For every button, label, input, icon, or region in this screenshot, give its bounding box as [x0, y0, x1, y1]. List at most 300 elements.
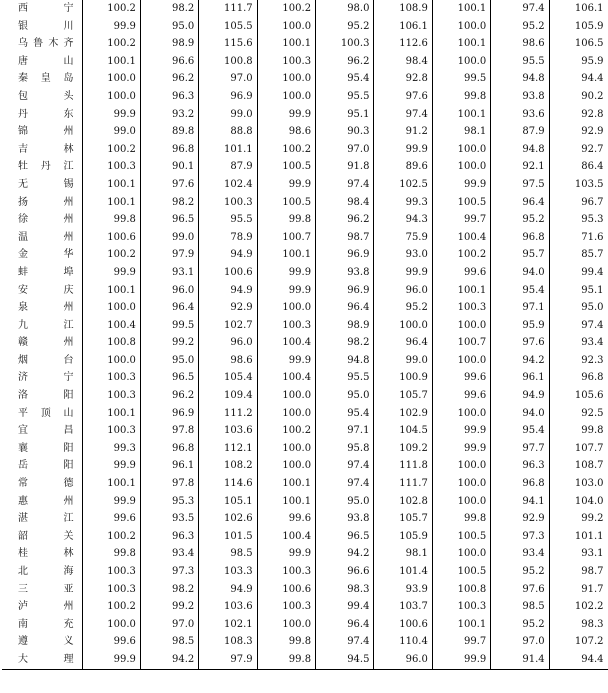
index-value-cell: 100.8: [199, 53, 257, 71]
table-row: [2, 334, 608, 352]
city-name-cell: 赣 州: [18, 337, 74, 349]
index-value-cell: 97.4: [491, 0, 549, 18]
index-value-cell: 95.2: [491, 211, 549, 229]
index-value-cell: 99.9: [432, 422, 490, 440]
index-value-cell: 102.9: [374, 405, 432, 423]
index-value-cell: 92.7: [549, 141, 607, 159]
city-name-cell: 秦皇岛: [18, 73, 74, 85]
index-value-cell: 102.8: [374, 493, 432, 511]
index-value-cell: 103.7: [374, 598, 432, 616]
index-value-cell: 97.0: [316, 141, 374, 159]
index-value-cell: 99.8: [257, 633, 315, 651]
city-name-cell: 泉 州: [18, 302, 74, 314]
index-value-cell: 99.0: [374, 352, 432, 370]
index-value-cell: 95.5: [199, 211, 257, 229]
index-value-cell: 99.4: [316, 598, 374, 616]
index-value-cell: 94.4: [549, 70, 607, 88]
index-value-cell: 99.9: [374, 141, 432, 159]
index-value-cell: 99.9: [257, 545, 315, 563]
table-row: [2, 352, 608, 370]
index-value-cell: 97.4: [374, 106, 432, 124]
index-value-cell: 95.2: [316, 18, 374, 36]
index-value-cell: 96.4: [491, 194, 549, 212]
index-value-cell: 100.0: [257, 405, 315, 423]
city-name-cell: 南 充: [18, 618, 74, 630]
index-value-cell: 93.1: [549, 545, 607, 563]
index-value-cell: 98.5: [199, 545, 257, 563]
index-value-cell: 99.9: [82, 457, 140, 475]
table-row: [2, 317, 608, 335]
city-name-cell: 吉 林: [18, 143, 74, 155]
index-value-cell: 99.8: [549, 422, 607, 440]
index-value-cell: 96.8: [491, 229, 549, 247]
index-value-cell: 105.9: [549, 18, 607, 36]
index-value-cell: 100.3: [82, 387, 140, 405]
index-value-cell: 100.1: [257, 246, 315, 264]
index-value-cell: 107.2: [549, 633, 607, 651]
city-name-cell: 无 锡: [18, 178, 74, 190]
index-value-cell: 100.3: [82, 422, 140, 440]
index-value-cell: 108.7: [549, 457, 607, 475]
index-value-cell: 98.5: [140, 633, 198, 651]
index-value-cell: 100.5: [432, 194, 490, 212]
index-value-cell: 100.0: [432, 317, 490, 335]
city-name-cell: 宜 昌: [18, 425, 74, 437]
index-value-cell: 97.7: [491, 440, 549, 458]
index-value-cell: 92.8: [549, 106, 607, 124]
city-name-cell: 韶 关: [18, 530, 74, 542]
index-value-cell: 93.9: [374, 581, 432, 599]
city-name-cell: 湛 江: [18, 513, 74, 525]
index-value-cell: 105.7: [374, 510, 432, 528]
index-value-cell: 95.4: [491, 282, 549, 300]
index-value-cell: 101.4: [374, 563, 432, 581]
index-value-cell: 94.3: [374, 211, 432, 229]
index-value-cell: 97.4: [316, 475, 374, 493]
index-value-cell: 90.2: [549, 88, 607, 106]
index-value-cell: 75.9: [374, 229, 432, 247]
city-name-cell: 大 理: [2, 651, 82, 669]
index-value-cell: 100.8: [432, 581, 490, 599]
index-value-cell: 99.9: [82, 493, 140, 511]
index-value-cell: 93.8: [316, 510, 374, 528]
city-name-cell: 安 庆: [18, 284, 74, 296]
index-value-cell: 99.8: [432, 510, 490, 528]
index-value-cell: 96.4: [140, 299, 198, 317]
table-row: [2, 457, 608, 475]
index-value-cell: 96.6: [140, 53, 198, 71]
index-value-cell: 95.0: [316, 387, 374, 405]
index-value-cell: 100.0: [257, 387, 315, 405]
index-value-cell: 94.1: [491, 493, 549, 511]
index-value-cell: 100.0: [82, 299, 140, 317]
city-name-cell: 丹 东: [18, 108, 74, 120]
index-value-cell: 97.1: [316, 422, 374, 440]
table-row: [2, 510, 608, 528]
table-row: [2, 493, 608, 511]
city-name-cell: 平顶山: [18, 407, 74, 419]
index-value-cell: 99.9: [82, 18, 140, 36]
index-value-cell: 100.4: [257, 369, 315, 387]
index-value-cell: 100.0: [257, 299, 315, 317]
index-value-cell: 98.3: [316, 581, 374, 599]
index-value-cell: 100.0: [432, 545, 490, 563]
index-value-cell: 106.1: [374, 18, 432, 36]
index-value-cell: 99.5: [432, 70, 490, 88]
table-row: [2, 616, 608, 634]
table-row: [2, 405, 608, 423]
index-value-cell: 95.9: [549, 53, 607, 71]
index-value-cell: 100.0: [82, 88, 140, 106]
index-value-cell: 100.5: [257, 158, 315, 176]
index-value-cell: 99.9: [374, 264, 432, 282]
index-value-cell: 96.5: [140, 369, 198, 387]
index-value-cell: 99.8: [432, 88, 490, 106]
table-row: [2, 0, 608, 18]
index-value-cell: 100.2: [257, 0, 315, 18]
city-name-cell: 洛 阳: [18, 390, 74, 402]
index-value-cell: 99.8: [257, 211, 315, 229]
index-value-cell: 95.0: [549, 299, 607, 317]
index-value-cell: 106.1: [549, 0, 607, 18]
index-value-cell: 109.4: [199, 387, 257, 405]
index-value-cell: 100.2: [257, 422, 315, 440]
index-value-cell: 100.3: [432, 299, 490, 317]
index-value-cell: 100.1: [432, 35, 490, 53]
index-value-cell: 100.3: [257, 563, 315, 581]
index-value-cell: 105.7: [374, 387, 432, 405]
index-value-cell: 100.2: [82, 0, 140, 18]
index-value-cell: 100.1: [257, 35, 315, 53]
city-name-cell: 蚌 埠: [18, 266, 74, 278]
index-value-cell: 95.0: [316, 493, 374, 511]
index-value-cell: 92.9: [199, 299, 257, 317]
index-value-cell: 100.5: [432, 528, 490, 546]
table-row: [2, 545, 608, 563]
index-value-cell: 92.5: [549, 405, 607, 423]
index-value-cell: 95.2: [491, 563, 549, 581]
city-name-cell: 三 亚: [18, 583, 74, 595]
index-value-cell: 102.1: [199, 616, 257, 634]
index-value-cell: 100.2: [257, 141, 315, 159]
index-value-cell: 95.0: [140, 352, 198, 370]
index-value-cell: 100.0: [82, 616, 140, 634]
index-value-cell: 103.3: [199, 563, 257, 581]
index-value-cell: 97.3: [491, 528, 549, 546]
index-value-cell: 103.0: [549, 475, 607, 493]
index-value-cell: 99.9: [257, 106, 315, 124]
index-value-cell: 104.5: [374, 422, 432, 440]
index-value-cell: 100.0: [432, 141, 490, 159]
index-value-cell: 98.2: [140, 581, 198, 599]
table-row: [2, 633, 608, 651]
table-row: [2, 475, 608, 493]
index-value-cell: 100.2: [82, 141, 140, 159]
index-value-cell: 115.6: [199, 35, 257, 53]
index-value-cell: 91.4: [491, 651, 549, 669]
city-name-cell: 桂 林: [18, 548, 74, 560]
index-value-cell: 94.9: [491, 387, 549, 405]
index-value-cell: 106.5: [549, 35, 607, 53]
index-value-cell: 99.9: [432, 651, 490, 669]
index-value-cell: 100.0: [257, 616, 315, 634]
index-value-cell: 97.0: [491, 633, 549, 651]
index-value-cell: 92.1: [491, 158, 549, 176]
index-value-cell: 100.1: [257, 493, 315, 511]
index-value-cell: 105.9: [374, 528, 432, 546]
index-value-cell: 99.7: [432, 211, 490, 229]
index-value-cell: 99.9: [82, 651, 140, 669]
index-value-cell: 97.9: [140, 246, 198, 264]
index-value-cell: 100.0: [257, 440, 315, 458]
index-value-cell: 98.7: [316, 229, 374, 247]
table-row: [2, 18, 608, 36]
index-value-cell: 96.6: [316, 563, 374, 581]
index-value-cell: 100.0: [82, 352, 140, 370]
index-value-cell: 97.4: [549, 317, 607, 335]
index-value-cell: 97.0: [199, 70, 257, 88]
index-value-cell: 99.9: [257, 282, 315, 300]
index-value-cell: 99.9: [257, 352, 315, 370]
index-value-cell: 100.0: [257, 70, 315, 88]
index-value-cell: 96.2: [316, 53, 374, 71]
index-value-cell: 98.1: [432, 123, 490, 141]
index-value-cell: 96.2: [140, 70, 198, 88]
index-value-cell: 99.6: [82, 510, 140, 528]
table-row: [2, 651, 608, 669]
index-value-cell: 92.8: [374, 70, 432, 88]
index-value-cell: 97.4: [316, 633, 374, 651]
table-row: [2, 194, 608, 212]
index-value-cell: 91.8: [316, 158, 374, 176]
city-name-cell: 唐 山: [18, 55, 74, 67]
index-value-cell: 94.9: [199, 246, 257, 264]
index-value-cell: 96.4: [316, 616, 374, 634]
index-value-cell: 95.0: [140, 18, 198, 36]
index-value-cell: 99.6: [432, 369, 490, 387]
index-value-cell: 97.1: [491, 299, 549, 317]
index-value-cell: 99.3: [374, 194, 432, 212]
index-value-cell: 99.6: [432, 387, 490, 405]
table-row: [2, 581, 608, 599]
index-value-cell: 96.5: [316, 528, 374, 546]
index-value-cell: 93.1: [140, 264, 198, 282]
table-row: [2, 528, 608, 546]
index-value-cell: 100.0: [257, 88, 315, 106]
index-value-cell: 100.1: [82, 282, 140, 300]
index-value-cell: 111.7: [374, 475, 432, 493]
index-value-cell: 78.9: [199, 229, 257, 247]
index-value-cell: 96.5: [140, 211, 198, 229]
index-value-cell: 100.0: [432, 352, 490, 370]
index-value-cell: 100.2: [82, 35, 140, 53]
index-value-cell: 96.9: [316, 246, 374, 264]
index-value-cell: 97.6: [374, 88, 432, 106]
index-value-cell: 97.6: [140, 176, 198, 194]
index-value-cell: 96.8: [140, 440, 198, 458]
index-value-cell: 95.3: [549, 211, 607, 229]
city-name-cell: 锦 州: [18, 126, 74, 138]
index-value-cell: 88.8: [199, 123, 257, 141]
index-value-cell: 100.0: [432, 53, 490, 71]
index-value-cell: 100.0: [432, 158, 490, 176]
index-value-cell: 100.0: [432, 475, 490, 493]
index-value-cell: 96.9: [316, 282, 374, 300]
index-value-cell: 94.8: [491, 70, 549, 88]
index-value-cell: 99.2: [140, 598, 198, 616]
index-value-cell: 98.0: [316, 0, 374, 18]
table-row: [2, 422, 608, 440]
index-value-cell: 100.3: [257, 317, 315, 335]
city-name-cell: 牡丹江: [18, 161, 74, 173]
index-value-cell: 108.2: [199, 457, 257, 475]
index-value-cell: 97.5: [491, 176, 549, 194]
index-value-cell: 95.2: [374, 299, 432, 317]
index-value-cell: 107.7: [549, 440, 607, 458]
index-value-cell: 89.6: [374, 158, 432, 176]
index-value-cell: 97.9: [199, 651, 257, 669]
index-value-cell: 97.8: [140, 422, 198, 440]
index-value-cell: 95.1: [549, 282, 607, 300]
index-value-cell: 92.9: [491, 510, 549, 528]
index-value-cell: 100.1: [432, 282, 490, 300]
index-value-cell: 96.7: [549, 194, 607, 212]
index-value-cell: 112.1: [199, 440, 257, 458]
index-value-cell: 96.2: [140, 387, 198, 405]
index-value-cell: 100.0: [432, 457, 490, 475]
index-value-cell: 100.3: [82, 158, 140, 176]
table-row: [2, 176, 608, 194]
index-value-cell: 100.7: [432, 334, 490, 352]
index-value-cell: 96.8: [140, 141, 198, 159]
index-value-cell: 100.7: [257, 229, 315, 247]
table-row: [2, 282, 608, 300]
index-value-cell: 103.6: [199, 598, 257, 616]
index-value-cell: 96.9: [199, 88, 257, 106]
index-value-cell: 97.6: [491, 581, 549, 599]
table-row: [2, 70, 608, 88]
city-name-cell: 惠 州: [18, 495, 74, 507]
index-value-cell: 96.2: [316, 211, 374, 229]
table-row: [2, 35, 608, 53]
index-value-cell: 96.0: [199, 334, 257, 352]
index-value-cell: 99.6: [432, 264, 490, 282]
index-value-cell: 97.6: [491, 334, 549, 352]
index-value-cell: 94.5: [316, 651, 374, 669]
table-row: [2, 88, 608, 106]
index-value-cell: 96.3: [491, 457, 549, 475]
city-name-cell: 襄 阳: [18, 442, 74, 454]
index-value-cell: 114.6: [199, 475, 257, 493]
index-value-cell: 95.8: [316, 440, 374, 458]
index-value-cell: 95.1: [316, 106, 374, 124]
index-value-cell: 110.4: [374, 633, 432, 651]
index-value-cell: 100.6: [374, 616, 432, 634]
index-value-cell: 100.4: [257, 528, 315, 546]
index-value-cell: 99.9: [82, 264, 140, 282]
index-value-cell: 98.2: [316, 334, 374, 352]
index-value-cell: 96.1: [491, 369, 549, 387]
index-value-cell: 100.0: [257, 457, 315, 475]
index-value-cell: 94.2: [491, 352, 549, 370]
city-name-cell: 泸 州: [18, 601, 74, 613]
index-value-cell: 96.0: [374, 651, 432, 669]
index-value-cell: 111.7: [199, 0, 257, 18]
index-value-cell: 98.4: [316, 194, 374, 212]
table-row: [2, 106, 608, 124]
index-value-cell: 100.3: [82, 369, 140, 387]
index-value-cell: 89.8: [140, 123, 198, 141]
table-row: [2, 123, 608, 141]
index-value-cell: 85.7: [549, 246, 607, 264]
index-value-cell: 98.2: [140, 0, 198, 18]
index-value-cell: 94.0: [491, 405, 549, 423]
index-value-cell: 93.0: [374, 246, 432, 264]
city-name-cell: 烟 台: [18, 354, 74, 366]
index-value-cell: 99.9: [257, 176, 315, 194]
table-row: [2, 53, 608, 71]
index-value-cell: 100.1: [82, 405, 140, 423]
index-value-cell: 98.3: [549, 616, 607, 634]
table-row: [2, 229, 608, 247]
index-value-cell: 100.2: [432, 246, 490, 264]
index-value-cell: 99.0: [140, 229, 198, 247]
index-value-cell: 105.4: [199, 369, 257, 387]
index-value-cell: 100.6: [199, 264, 257, 282]
index-value-cell: 100.4: [82, 317, 140, 335]
index-value-cell: 102.7: [199, 317, 257, 335]
index-value-cell: 101.5: [199, 528, 257, 546]
index-value-cell: 95.3: [140, 493, 198, 511]
index-value-cell: 98.2: [140, 194, 198, 212]
city-name-cell: 九 江: [18, 319, 74, 331]
index-value-cell: 96.3: [140, 528, 198, 546]
index-value-cell: 102.5: [374, 176, 432, 194]
table-row: [2, 369, 608, 387]
city-name-cell: 扬 州: [18, 196, 74, 208]
index-value-cell: 96.4: [316, 299, 374, 317]
index-value-cell: 99.2: [140, 334, 198, 352]
index-value-cell: 98.1: [374, 545, 432, 563]
index-value-cell: 95.5: [491, 53, 549, 71]
index-value-cell: 100.6: [257, 581, 315, 599]
index-value-cell: 112.6: [374, 35, 432, 53]
index-value-cell: 96.0: [374, 282, 432, 300]
index-value-cell: 97.0: [140, 616, 198, 634]
index-value-cell: 97.4: [316, 176, 374, 194]
index-value-cell: 100.1: [432, 106, 490, 124]
index-value-cell: 98.6: [491, 35, 549, 53]
index-value-cell: 100.5: [432, 563, 490, 581]
index-value-cell: 100.9: [374, 369, 432, 387]
index-value-cell: 100.6: [82, 229, 140, 247]
index-value-cell: 99.8: [257, 651, 315, 669]
index-value-cell: 102.2: [549, 598, 607, 616]
index-value-cell: 100.3: [316, 35, 374, 53]
index-value-cell: 94.9: [199, 581, 257, 599]
index-value-cell: 100.3: [432, 598, 490, 616]
index-value-cell: 99.6: [82, 633, 140, 651]
index-value-cell: 93.2: [140, 106, 198, 124]
index-value-cell: 100.2: [82, 598, 140, 616]
index-value-cell: 100.0: [432, 405, 490, 423]
index-value-cell: 94.8: [491, 141, 549, 159]
index-value-cell: 97.4: [316, 457, 374, 475]
index-value-cell: 104.0: [549, 493, 607, 511]
index-value-cell: 100.2: [82, 528, 140, 546]
table-row: [2, 299, 608, 317]
index-value-cell: 100.2: [82, 246, 140, 264]
